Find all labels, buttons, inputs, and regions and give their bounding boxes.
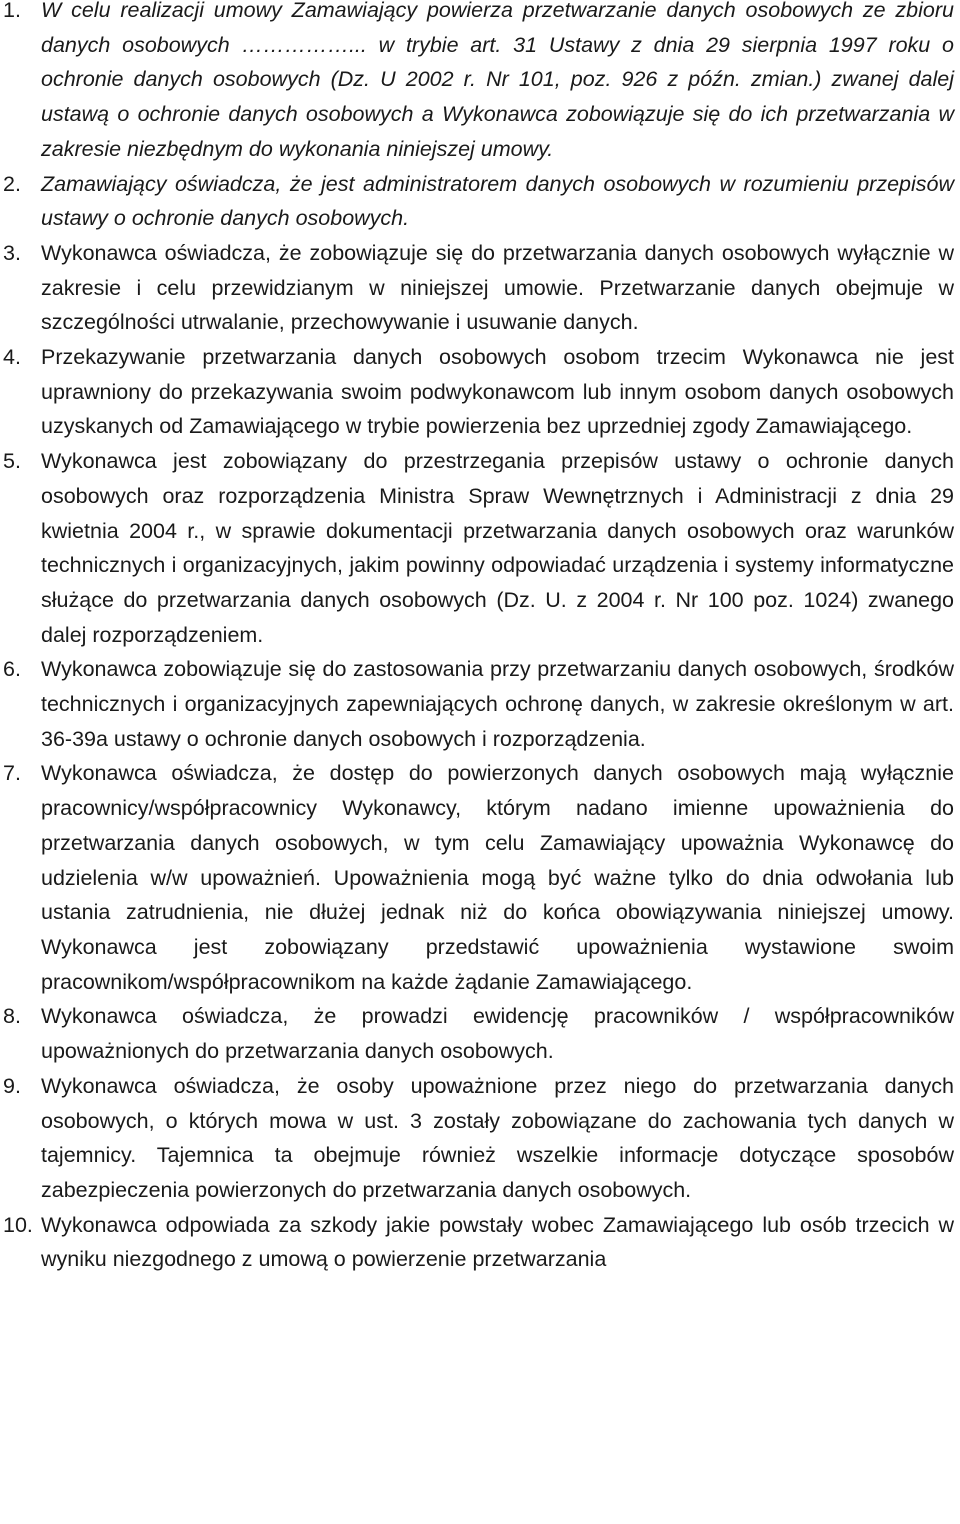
clause-text: Wykonawca oświadcza, że osoby upoważnione przez niego do przetwarzania danych osobowych, o których mowa w ust. 3 zostały zobowiązane do zachowania tych danych w tajemnicy. Tajemnica ta obejmuje również wszelkie informacje dotyczące sposobów zabezpieczenia powierzonych do przetwarzania danych osobowych.: [41, 1073, 954, 1202]
clause-7: [0, 756, 960, 999]
clause-text: Przekazywanie przetwarzania danych osobowych osobom trzecim Wykonawca nie jest uprawniony do przekazywania swoim podwykonawcom lub innym osobom danych osobowych uzyskanych od Zamawiającego w trybie powierzenia bez uprzedniej zgody Zamawiającego.: [41, 345, 954, 439]
clause-9: [0, 1069, 960, 1208]
clause-text: Wykonawca oświadcza, że prowadzi ewidencję pracowników / współpracowników upoważnionych do przetwarzania danych osobowych.: [41, 1004, 954, 1064]
clause-1: [0, 0, 960, 167]
clause-text: Wykonawca oświadcza, że zobowiązuje się do przetwarzania danych osobowych wyłącznie w zakresie i celu przewidzianym w niniejszej umowie. Przetwarzanie danych obejmuje w szczególności utrwalanie, przechowywanie i usuwanie danych.: [41, 240, 954, 335]
clause-number: 9.: [3, 1073, 21, 1098]
clause-5: [0, 444, 960, 652]
clause-2: [0, 167, 960, 236]
clause-number: 5.: [3, 449, 21, 474]
clause-3: [0, 236, 960, 340]
clause-number: 2.: [3, 171, 21, 196]
clause-number: 3.: [3, 240, 21, 265]
clause-number: 10.: [3, 1212, 33, 1237]
clause-10: [0, 1208, 960, 1277]
clause-4: [0, 340, 960, 444]
clause-8: [0, 999, 960, 1068]
clause-number: 8.: [3, 1004, 21, 1029]
clause-text: Zamawiający oświadcza, że jest administratorem danych osobowych w rozumieniu przepisów ustawy o ochronie danych osobowych.: [41, 171, 954, 231]
clause-text: Wykonawca odpowiada za szkody jakie powstały wobec Zamawiającego lub osób trzecich w wyniku niezgodnego z umową o powierzenie przetwarzania: [41, 1212, 954, 1272]
clause-number: 6.: [3, 657, 21, 682]
clause-text: Wykonawca oświadcza, że dostęp do powierzonych danych osobowych mają wyłącznie pracownicy/współpracownicy Wykonawcy, którym nadano imienne upoważnienia do przetwarzania danych osobowych, w tym celu Zamawiający upoważnia Wykonawcę do udzielenia w/w upoważnień. Upoważnienia mogą być ważne tylko do dnia odwołania lub ustania zatrudnienia, nie dłużej jednak niż do końca obowiązywania niniejszej umowy. Wykonawca jest zobowiązany przedstawić upoważnienia wystawione swoim pracownikom/współpracownikom na każde żądanie Zamawiającego.: [41, 761, 954, 994]
clause-number: 4.: [3, 345, 21, 370]
clause-text: W celu realizacji umowy Zamawiający powierza przetwarzanie danych osobowych ze zbioru danych osobowych ……………... w trybie art. 31 Ustawy z dnia 29 sierpnia 1997 roku o ochronie danych osobowych (Dz. U 2002 r. Nr 101, poz. 926 z późn. zmian.) zwanej dalej ustawą o ochronie danych osobowych a Wykonawca zobowiązuje się do ich przetwarzania w zakresie niezbędnym do wykonania niniejszej umowy.: [41, 0, 954, 161]
clause-6: [0, 652, 960, 756]
clause-number: 1.: [3, 0, 21, 22]
clause-text: Wykonawca jest zobowiązany do przestrzegania przepisów ustawy o ochronie danych osobowych oraz rozporządzenia Ministra Spraw Wewnętrznych i Administracji z dnia 29 kwietnia 2004 r., w sprawie dokumentacji przetwarzania danych osobowych oraz warunków technicznych i organizacyjnych, jakim powinny odpowiadać urządzenia i systemy informatyczne służące do przetwarzania danych osobowych (Dz. U. z 2004 r. Nr 100 poz. 1024) zwanego dalej rozporządzeniem.: [41, 449, 954, 647]
clause-text: Wykonawca zobowiązuje się do zastosowania przy przetwarzaniu danych osobowych, środków technicznych i organizacyjnych zapewniających ochronę danych, w zakresie określonym w art. 36-39a ustawy o ochronie danych osobowych i rozporządzenia.: [41, 657, 954, 751]
clause-number: 7.: [3, 761, 21, 786]
